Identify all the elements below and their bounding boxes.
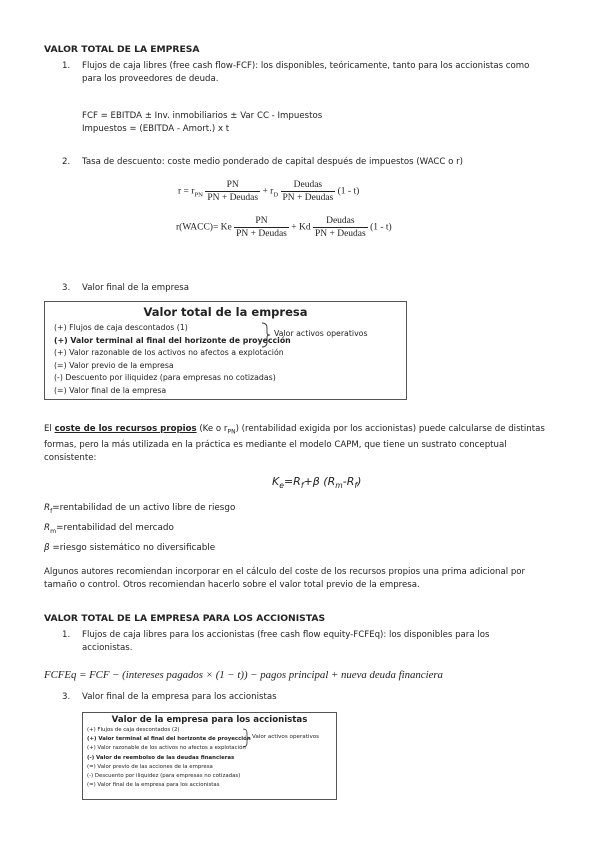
formula-lhs: r(WACC)= Ke bbox=[176, 222, 232, 233]
denominator: PN + Deudas bbox=[282, 193, 334, 203]
formula-impuestos: Impuestos = (EBITDA - Amort.) x t bbox=[82, 124, 230, 134]
formula-capm bbox=[272, 475, 361, 490]
list-number: 2. bbox=[62, 157, 71, 167]
capm-part: K bbox=[272, 475, 280, 488]
formula-fcfeq: FCFEq = FCF − (intereses pagados × (1 − t)) − pagos principal + nueva deuda financiera bbox=[44, 669, 443, 681]
formula-tail: (1 - t) bbox=[370, 222, 392, 233]
list-number: 1. bbox=[62, 630, 71, 640]
list-item-text: Tasa de descuento: coste medio ponderado de capital después de impuestos (WACC o r) bbox=[82, 157, 464, 167]
fraction bbox=[313, 216, 368, 239]
def-sub: f bbox=[50, 507, 53, 515]
fraction bbox=[281, 180, 336, 203]
def-text: =rentabilidad del mercado bbox=[56, 522, 174, 533]
def-text: =riesgo sistemático no diversificable bbox=[49, 542, 216, 553]
numerator: Deudas bbox=[293, 180, 323, 190]
table-row: (=) Valor final de la empresa bbox=[54, 385, 167, 395]
def-symbol: R bbox=[44, 503, 51, 513]
valor-accionistas-table bbox=[82, 712, 337, 800]
table-row: (-) Descuento por iliquidez (para empresas no cotizadas) bbox=[87, 773, 241, 780]
capm-part: ) bbox=[357, 475, 362, 488]
def-symbol: β bbox=[44, 542, 50, 553]
paragraph-ke bbox=[44, 423, 564, 465]
definition-beta bbox=[44, 540, 235, 557]
formula-sub: PN bbox=[194, 191, 203, 199]
text-sub: PN bbox=[227, 428, 236, 436]
table-row: (+) Valor razonable de los activos no afectos a explotación bbox=[54, 348, 284, 358]
numerator: PN bbox=[226, 180, 239, 190]
definition-rf bbox=[44, 500, 235, 520]
capm-sub: f bbox=[300, 481, 304, 491]
table-row: (=) Valor previo de las acciones de la empresa bbox=[87, 763, 213, 770]
table-row: (+) Flujos de caja descontados (2) bbox=[87, 727, 180, 733]
capm-definitions bbox=[44, 500, 235, 557]
table-row: (+) Valor terminal al final del horizonte de proyección bbox=[54, 335, 291, 345]
denominator: PN + Deudas bbox=[236, 229, 287, 239]
formula-wacc bbox=[176, 216, 392, 239]
text-line bbox=[44, 423, 564, 439]
table-row: (=) Valor previo de la empresa bbox=[54, 360, 174, 370]
brace-icon bbox=[242, 728, 251, 748]
table-row: (-) Valor de reembolso de las deudas financieras bbox=[87, 754, 235, 761]
formula-plus: + r bbox=[262, 186, 274, 197]
table-title: Valor total de la empresa bbox=[143, 305, 308, 319]
denominator: PN + Deudas bbox=[314, 229, 366, 239]
table-row: (-) Descuento por iliquidez (para empresas no cotizadas) bbox=[54, 373, 276, 383]
text-line: para los proveedores de deuda. bbox=[82, 74, 219, 84]
table-row: (+) Valor terminal al final del horizonte de proyección bbox=[87, 736, 251, 743]
text-line: Flujos de caja libres para los accionistas (free cash flow equity-FCFEq): los disponibles para los bbox=[82, 630, 490, 640]
list-number: 3. bbox=[62, 692, 71, 702]
numerator: Deudas bbox=[326, 216, 355, 226]
denominator: PN + Deudas bbox=[207, 193, 259, 203]
text-line: formas, pero la más utilizada en la práctica es mediante el modelo CAPM, que tiene un sustrato conceptual bbox=[44, 439, 507, 450]
numerator: PN bbox=[255, 216, 268, 226]
text: (Ke o r bbox=[196, 424, 228, 434]
table-row: (=) Valor final de la empresa para los accionistas bbox=[87, 782, 220, 789]
list-item-text: Valor final de la empresa bbox=[82, 283, 189, 293]
capm-part: =R bbox=[283, 475, 301, 488]
link-coste-recursos-propios: coste de los recursos propios bbox=[54, 424, 197, 434]
valor-total-table bbox=[44, 301, 407, 400]
def-sub: m bbox=[50, 527, 57, 535]
formula-r bbox=[178, 180, 359, 203]
capm-sub: f bbox=[354, 481, 358, 491]
brace-label: Valor activos operativos bbox=[274, 329, 368, 338]
brace-icon bbox=[260, 322, 272, 348]
list-number: 1. bbox=[62, 61, 71, 71]
fraction bbox=[234, 216, 289, 239]
section-heading-2: VALOR TOTAL DE LA EMPRESA PARA LOS ACCIONISTAS bbox=[44, 613, 326, 624]
formula-fcf: FCF = EBITDA ± Inv. inmobiliarios ± Var CC - Impuestos bbox=[82, 111, 323, 121]
table-row: (+) Flujos de caja descontados (1) bbox=[54, 323, 188, 332]
list-item-text: Valor final de la empresa para los accionistas bbox=[82, 692, 277, 702]
capm-sub: m bbox=[335, 481, 343, 491]
def-text: =rentabilidad de un activo libre de riesgo bbox=[52, 503, 236, 513]
list-item-text bbox=[82, 629, 552, 655]
definition-rm bbox=[44, 520, 235, 540]
table-row: (+) Valor razonable de los activos no afectos a explotación bbox=[87, 745, 246, 752]
text-line: consistente: bbox=[44, 452, 97, 463]
text-line: accionistas. bbox=[82, 643, 133, 653]
text: El bbox=[44, 424, 55, 434]
formula-mid: + Kd bbox=[291, 222, 311, 233]
brace-label: Valor activos operativos bbox=[252, 734, 320, 740]
section-heading-1: VALOR TOTAL DE LA EMPRESA bbox=[44, 44, 200, 55]
capm-part: +β (R bbox=[303, 475, 336, 488]
list-number: 3. bbox=[62, 283, 71, 293]
text-line: tamaño o control. Otros recomiendan hacerlo sobre el valor total previo de la empresa. bbox=[44, 580, 420, 590]
text-line: Flujos de caja libres (free cash flow-FCF): los disponibles, teóricamente, tanto para los accionistas como bbox=[82, 61, 530, 71]
formula-sub: D bbox=[273, 191, 279, 199]
capm-sub: e bbox=[279, 481, 284, 491]
list-item-text bbox=[82, 60, 562, 86]
text-line: Algunos autores recomiendan incorporar en el cálculo del coste de los recursos propios una prima adicional por bbox=[44, 567, 526, 577]
fraction bbox=[205, 180, 260, 203]
def-symbol: R bbox=[44, 522, 51, 533]
text: ) (rentabilidad exigida por los accionistas) puede calcularse de distintas bbox=[235, 424, 545, 434]
formula-tail: (1 - t) bbox=[337, 186, 360, 197]
formula-lhs: r = r bbox=[178, 186, 195, 197]
paragraph-prima bbox=[44, 566, 564, 592]
capm-part: -R bbox=[342, 475, 355, 488]
table-title: Valor de la empresa para los accionistas bbox=[111, 715, 308, 725]
